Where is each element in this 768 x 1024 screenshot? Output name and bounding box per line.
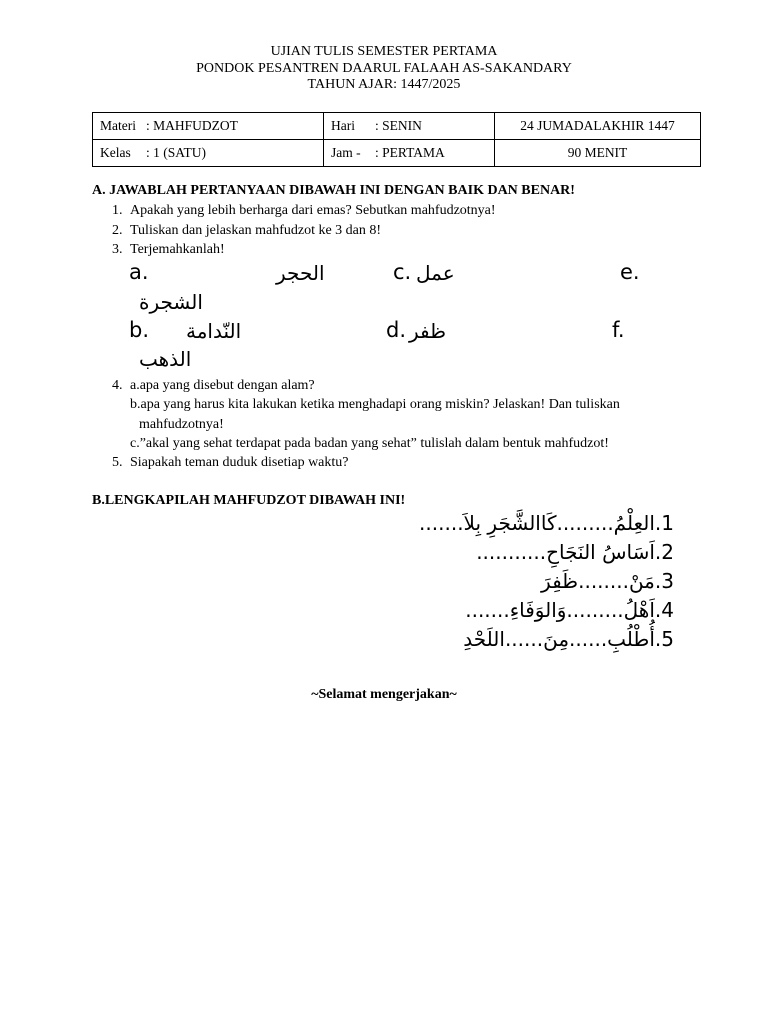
item-f-word: الذهب xyxy=(139,347,192,371)
item-c-label: c. xyxy=(393,260,412,284)
materi-label: Materi xyxy=(100,118,136,133)
section-a-title: A. JAWABLAH PERTANYAAN DIBAWAH INI DENGAN BAIK DAN BENAR! xyxy=(92,183,575,198)
jam-value: : PERTAMA xyxy=(375,145,445,160)
question-5: Siapakah teman duduk disetiap waktu? xyxy=(130,455,349,470)
question-4a: a.apa yang disebut dengan alam? xyxy=(130,378,315,393)
question-4b: b.apa yang harus kita lakukan ketika menghadapi orang miskin? Jelaskan! Dan tuliskan xyxy=(130,397,620,412)
jam-cell xyxy=(324,140,495,167)
item-d-word: ظفر xyxy=(409,319,447,343)
hari-value: : SENIN xyxy=(375,118,422,133)
question-number: 1. xyxy=(112,203,123,218)
date-cell xyxy=(495,113,701,140)
question-2: Tuliskan dan jelaskan mahfudzot ke 3 dan 8! xyxy=(130,223,382,238)
question-number: 2. xyxy=(112,223,123,238)
question-4b-cont: mahfudzotnya! xyxy=(139,417,224,432)
question-1: Apakah yang lebih berharga dari emas? Sebutkan mahfudzotnya! xyxy=(130,203,496,218)
question-number: 3. xyxy=(112,242,123,257)
item-f-label: f. xyxy=(612,318,625,342)
item-b-label: b. xyxy=(129,318,150,342)
fill-in-item-1: 1.العِلْمُ.........كَاالشَّجَرِ بِلاَ....... xyxy=(419,511,674,535)
jam-label: Jam - xyxy=(331,145,361,160)
item-a-word: الحجر xyxy=(276,261,325,285)
exam-date: 24 JUMADALAKHIR 1447 xyxy=(520,118,675,133)
materi-cell xyxy=(93,113,324,140)
fill-in-item-5: 5.أُطْلُبِ......مِنَ......اللَحْدِ xyxy=(463,627,674,651)
section-b-title: B.LENGKAPILAH MAHFUDZOT DIBAWAH INI! xyxy=(92,493,406,508)
exam-header xyxy=(0,44,768,94)
closing-message: ~Selamat mengerjakan~ xyxy=(311,687,457,702)
question-3: Terjemahkanlah! xyxy=(130,242,225,257)
question-number: 4. xyxy=(112,378,123,393)
item-e-label: e. xyxy=(620,260,640,284)
info-row-1 xyxy=(93,113,701,140)
item-b-word: النّدامة xyxy=(186,319,242,343)
hari-cell xyxy=(324,113,495,140)
exam-info-table xyxy=(92,112,701,167)
item-a-label: a. xyxy=(129,260,149,284)
duration-cell xyxy=(495,140,701,167)
school-name: PONDOK PESANTREN DAARUL FALAAH AS-SAKANDARY xyxy=(196,60,572,76)
fill-in-item-3: 3.مَنْ........ظَفِرَ xyxy=(541,569,674,593)
fill-in-item-4: 4.اَهْلُ.........وَالوَفَاءِ....... xyxy=(465,598,674,622)
question-number: 5. xyxy=(112,455,123,470)
hari-label: Hari xyxy=(331,118,355,133)
question-4c: c.”akal yang sehat terdapat pada badan yang sehat” tulislah dalam bentuk mahfudzot! xyxy=(130,436,609,451)
kelas-cell xyxy=(93,140,324,167)
materi-value: : MAHFUDZOT xyxy=(146,118,238,133)
item-d-label: d. xyxy=(386,318,407,342)
kelas-value: : 1 (SATU) xyxy=(146,145,206,160)
item-e-word: الشجرة xyxy=(139,290,203,314)
exam-duration: 90 MENIT xyxy=(567,145,628,160)
info-row-2 xyxy=(93,140,701,167)
item-c-word: عمل xyxy=(416,261,455,285)
kelas-label: Kelas xyxy=(100,145,131,160)
fill-in-item-2: 2.اَسَاسُ النَجَاحِ........... xyxy=(476,540,674,564)
academic-year: TAHUN AJAR: 1447/2025 xyxy=(307,77,461,92)
exam-title: UJIAN TULIS SEMESTER PERTAMA xyxy=(270,44,498,59)
